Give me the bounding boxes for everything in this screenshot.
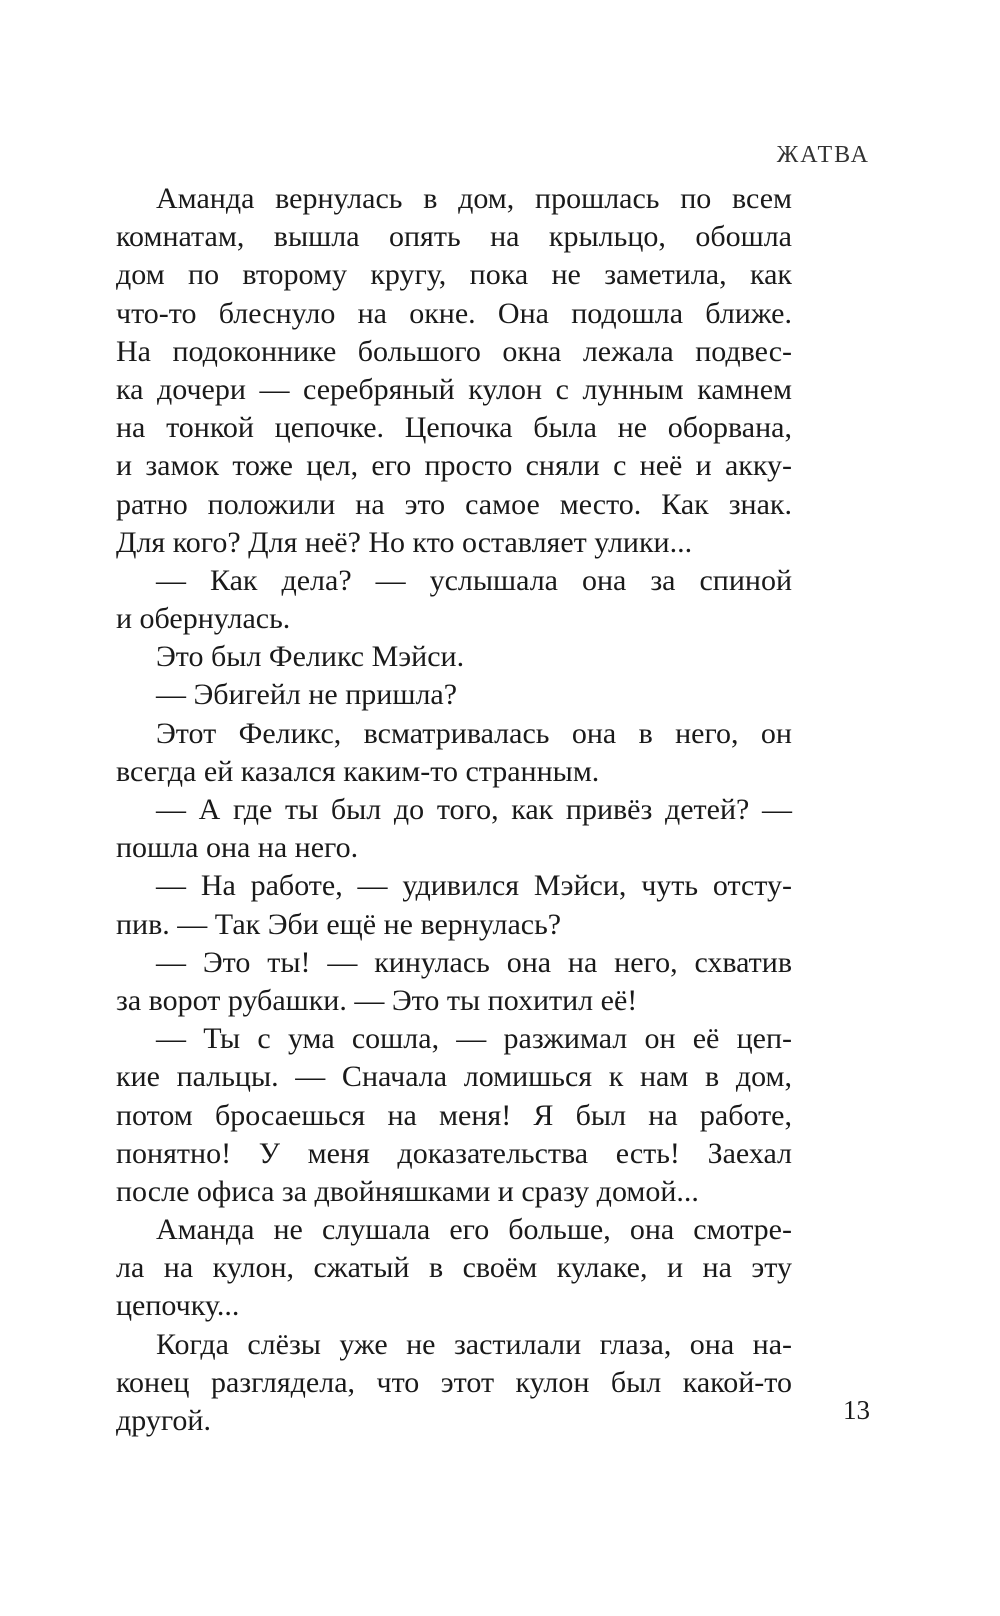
- text-line: потом бросаешься на меня! Я был на работе,: [116, 1098, 792, 1132]
- text-line: Для кого? Для неё? Но кто оставляет улики...: [116, 525, 693, 559]
- text-line: — Как дела? — услышала она за спиной: [156, 563, 792, 597]
- text-line: — Ты с ума сошла, — разжимал он её цеп-: [156, 1022, 792, 1056]
- text-line: пошла она на него.: [116, 831, 359, 865]
- body-text: [116, 180, 792, 1440]
- text-line: конец разглядела, что этот кулон был какой-то: [116, 1365, 792, 1399]
- text-line: всегда ей казался каким-то странным.: [116, 754, 600, 788]
- text-line: что-то блеснуло на окне. Она подошла ближе.: [116, 296, 792, 330]
- page-number: 13: [843, 1395, 870, 1425]
- text-line: — Это ты! — кинулась она на него, схватив: [156, 945, 792, 979]
- text-line: На подоконнике большого окна лежала подвес-: [116, 334, 792, 368]
- text-line: после офиса за двойняшками и сразу домой...: [116, 1174, 699, 1208]
- text-line: комнатам, вышла опять на крыльцо, обошла: [116, 220, 792, 254]
- text-line: — На работе, — удивился Мэйси, чуть отсту-: [156, 869, 792, 903]
- text-line: цепочку...: [116, 1289, 240, 1323]
- text-line: ла на кулон, сжатый в своём кулаке, и на эту: [116, 1251, 792, 1285]
- text-line: Этот Феликс, всматривалась она в него, он: [156, 716, 792, 750]
- text-line: другой.: [116, 1404, 211, 1437]
- text-line: пив. — Так Эби ещё не вернулась?: [116, 907, 562, 941]
- text-line: ка дочери — серебряный кулон с лунным камнем: [116, 372, 792, 406]
- text-line: и обернулась.: [116, 602, 291, 636]
- text-line: за ворот рубашки. — Это ты похитил её!: [116, 983, 638, 1017]
- running-head-title: ЖАТВА: [776, 142, 870, 168]
- text-line: Это был Феликс Мэйси.: [156, 640, 465, 674]
- text-line: — А где ты был до того, как привёз детей? —: [156, 793, 792, 826]
- text-line: Аманда вернулась в дом, прошлась по всем: [156, 182, 792, 215]
- text-line: понятно! У меня доказательства есть! Заехал: [116, 1136, 792, 1170]
- text-line: кие пальцы. — Сначала ломишься к нам в дом,: [116, 1060, 792, 1094]
- text-line: ратно положили на это самое место. Как знак.: [116, 487, 792, 521]
- text-line: дом по второму кругу, пока не заметила, как: [116, 258, 792, 292]
- text-line: и замок тоже цел, его просто сняли с неё и акку-: [116, 449, 792, 483]
- text-line: — Эбигейл не пришла?: [156, 678, 458, 712]
- text-line: Аманда не слушала его больше, она смотре-: [156, 1213, 792, 1247]
- text-line: Когда слёзы уже не застилали глаза, она на-: [156, 1327, 792, 1361]
- text-line: на тонкой цепочке. Цепочка была не оборвана,: [116, 411, 792, 445]
